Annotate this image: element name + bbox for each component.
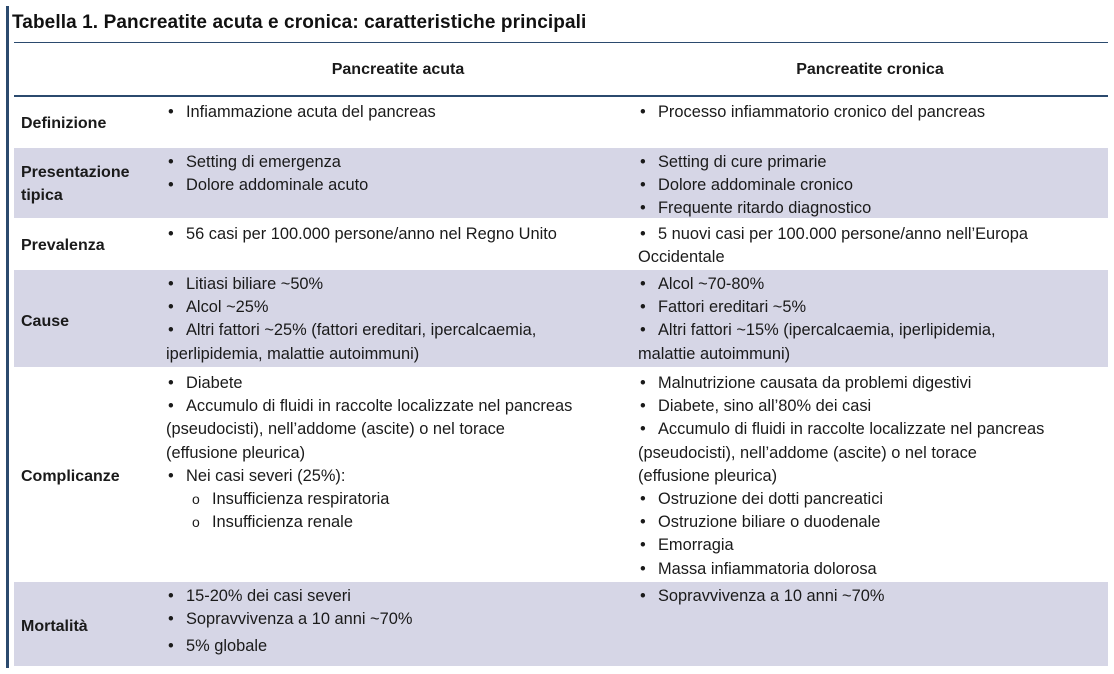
list-item: • Accumulo di fluidi in raccolte localizzate nel pancreas [166, 395, 636, 418]
list-item: • Altri fattori ~15% (ipercalcaemia, iperlipidemia, [638, 319, 1104, 342]
row-label [21, 310, 69, 333]
list-item-continuation: (effusione pleurica) [638, 466, 778, 485]
row-label-line: Cause [21, 313, 70, 330]
list-item: • Diabete [166, 372, 636, 395]
row-label [21, 161, 129, 207]
row-label-line: Definizione [21, 115, 107, 132]
list-item: • Malnutrizione causata da problemi digestivi [638, 372, 1104, 395]
header-divider [14, 95, 1108, 97]
list-item: • 5 nuovi casi per 100.000 persone/anno nell’Europa [638, 223, 1104, 246]
list-item-continuation: iperlipidemia, malattie autoimmuni) [166, 344, 420, 363]
cell-acuta [166, 273, 636, 366]
table-row [14, 582, 1108, 666]
cell-cronica [638, 372, 1104, 581]
cell-cronica [638, 585, 1104, 608]
cell-cronica [638, 273, 1104, 366]
column-header-cronica: Pancreatite cronica [796, 61, 944, 78]
list-item: • 15-20% dei casi severi [166, 585, 636, 608]
list-item: • Sopravvivenza a 10 anni ~70% [166, 608, 636, 631]
row-label-line: Mortalità [21, 618, 88, 635]
list-item: o Insufficienza renale [166, 511, 636, 534]
title-divider [14, 42, 1108, 43]
list-item-continuation: malattie autoimmuni) [638, 344, 791, 363]
list-item: • Dolore addominale acuto [166, 174, 636, 197]
list-item-continuation: (pseudocisti), nell’addome (ascite) o nel torace [166, 420, 505, 439]
cell-acuta [166, 585, 636, 659]
list-item: • 56 casi per 100.000 persone/anno nel Regno Unito [166, 223, 636, 246]
list-item-continuation: Occidentale [638, 248, 725, 267]
column-header-acuta: Pancreatite acuta [331, 61, 465, 78]
list-item: • Sopravvivenza a 10 anni ~70% [638, 585, 1104, 608]
list-item: • Dolore addominale cronico [638, 174, 1104, 197]
list-item: • Frequente ritardo diagnostico [638, 197, 1104, 220]
list-item: • Ostruzione dei dotti pancreatici [638, 488, 1104, 511]
row-label-line: tipica [21, 187, 63, 204]
table-row [14, 270, 1108, 367]
cell-acuta [166, 372, 636, 534]
row-label [21, 234, 105, 257]
cell-acuta [166, 101, 636, 124]
list-item: • Setting di cure primarie [638, 151, 1104, 174]
list-item: • Alcol ~70-80% [638, 273, 1104, 296]
list-item: • Accumulo di fluidi in raccolte localizzate nel pancreas [638, 418, 1104, 441]
row-label-line: Presentazione [21, 164, 130, 181]
list-item: • Setting di emergenza [166, 151, 636, 174]
list-item: • Nei casi severi (25%): [166, 465, 636, 488]
row-label [21, 615, 88, 638]
cell-cronica [638, 101, 1104, 124]
list-item: • Altri fattori ~25% (fattori ereditari, ipercalcaemia, [166, 319, 636, 342]
list-item: • Processo infiammatorio cronico del pancreas [638, 101, 1104, 124]
list-item: • Emorragia [638, 534, 1104, 557]
cell-acuta [166, 151, 636, 197]
table-row [14, 148, 1108, 218]
list-item: • Litiasi biliare ~50% [166, 273, 636, 296]
list-item-continuation: (pseudocisti), nell’addome (ascite) o nel torace [638, 443, 977, 462]
table-title: Tabella 1. Pancreatite acuta e cronica: caratteristiche principali [12, 12, 587, 33]
row-label [21, 112, 106, 135]
list-item-continuation: (effusione pleurica) [166, 443, 306, 462]
list-item: • Alcol ~25% [166, 296, 636, 319]
table-row [14, 369, 1108, 580]
row-label [21, 465, 120, 488]
row-label-line: Prevalenza [21, 237, 105, 254]
list-item: • 5% globale [166, 635, 636, 658]
table-row [14, 98, 1108, 146]
cell-cronica [638, 223, 1104, 269]
list-item: • Ostruzione biliare o duodenale [638, 511, 1104, 534]
row-label-line: Complicanze [21, 468, 120, 485]
list-item: o Insufficienza respiratoria [166, 488, 636, 511]
list-item: • Infiammazione acuta del pancreas [166, 101, 636, 124]
list-item: • Diabete, sino all’80% dei casi [638, 395, 1104, 418]
table-row [14, 220, 1108, 268]
list-item: • Massa infiammatoria dolorosa [638, 558, 1104, 581]
cell-acuta [166, 223, 636, 246]
list-item: • Fattori ereditari ~5% [638, 296, 1104, 319]
cell-cronica [638, 151, 1104, 221]
